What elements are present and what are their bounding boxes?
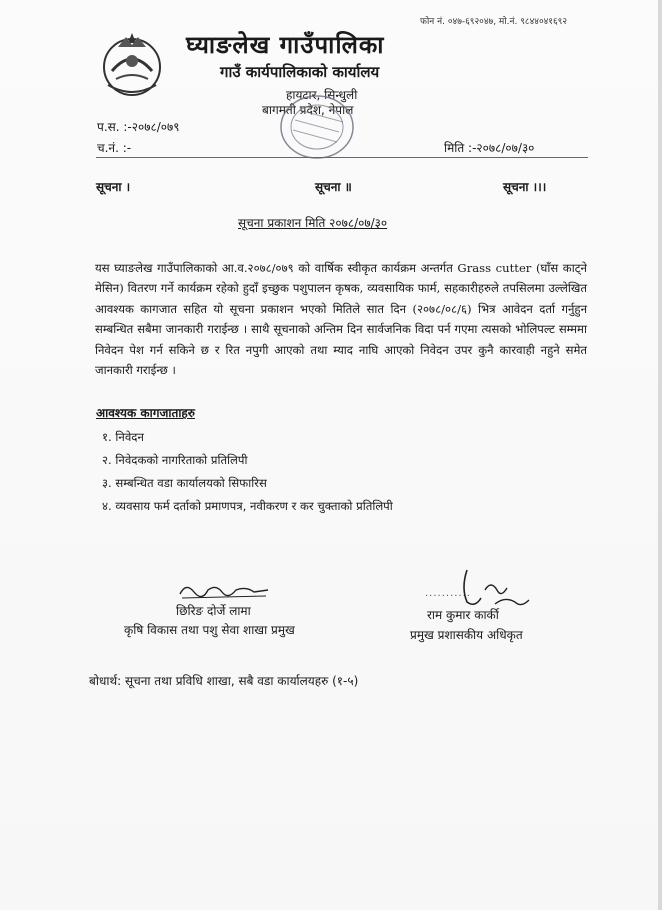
notice-heading-1: सूचना । <box>96 180 131 194</box>
signature-dotted-line: ........... <box>425 588 471 599</box>
address-line-2: बागमती प्रदेश, नेपाल <box>262 103 354 117</box>
requirement-item: १. निवेदन <box>102 430 144 444</box>
notice-heading-2: सूचना ॥ <box>315 180 352 194</box>
office-name: गाउँ कार्यपालिकाको कार्यालय <box>220 63 380 81</box>
header-divider <box>96 157 588 158</box>
government-emblem-icon <box>96 27 168 99</box>
municipality-title: घ्याङलेख गाउँपालिका <box>186 31 385 59</box>
left-signature-icon <box>176 578 272 602</box>
right-signatory-name: राम कुमार कार्की <box>427 608 499 622</box>
requirement-item: ४. व्यवसाय फर्म दर्ताको प्रमाणपत्र, नवीकरण र कर चुक्ताको प्रतिलिपी <box>102 499 393 513</box>
dispatch-number: च.नं. :- <box>97 141 132 155</box>
requirement-item: ३. सम्बन्धित वडा कार्यालयको सिफारिस <box>102 476 267 490</box>
page-edge-shadow <box>658 0 662 910</box>
notice-heading-3: सूचना ।।। <box>503 180 547 194</box>
office-stamp-icon <box>277 92 357 162</box>
left-signatory-name: छिरिङ दोर्जे लामा <box>176 604 251 618</box>
letter-date: मिति :-२०७८/०७/३० <box>444 141 535 155</box>
requirement-item: २. निवेदकको नागरिताको प्रतिलिपी <box>102 453 248 467</box>
contact-number: फोन नं. ०४७-६९२०४७, मो.नं. ९८४४०४१६९२ <box>420 17 568 27</box>
reference-number: प.स. :-२०७८/०७९ <box>97 120 180 134</box>
right-signatory-post: प्रमुख प्रशासकीय अधिकृत <box>410 628 523 642</box>
publication-date: सूचना प्रकाशन मिति २०७८/०७/३० <box>238 216 388 230</box>
requirements-list <box>102 426 393 518</box>
left-signatory-post: कृषि विकास तथा पशु सेवा शाखा प्रमुख <box>124 623 295 637</box>
address-line-1: हायटार, सिन्धुली <box>286 88 358 102</box>
notice-body-paragraph: यस घ्याङलेख गाउँपालिकाको आ.व.२०७८/०७९ को वार्षिक स्वीकृत कार्यक्रम अन्तर्गत Grass cutter (घाँस काट्ने मेसिन) वितरण गर्ने कार्यक्रम रहेको हुदाँ इच्छुक पशुपालन कृषक, व्यवसायिक फार्म, सहकारीहरुले तपसिलमा उल्लेखित आवश्यक कागजात सहित यो सूचना प्रकाशन भएको मितिले सात दिन (२०७८/०८/६) भित्र आवेदन दर्ता गर्नुहुन सम्बन्धित सबैमा जानकारी गराईन्छ । साथै सूचनाको अन्तिम दिन सार्वजनिक विदा पर्न गएमा त्यसको भोलिपल्ट सम्ममा निवेदन पेश गर्न सकिने छ र रित नपुगी आएको तथा म्याद नाघि आएको निवेदन उपर कुनै कारवाही नहुने समेत जानकारी गराईन्छ । <box>95 260 587 378</box>
requirements-title: आवश्यक कागजाताहरु <box>96 406 195 420</box>
carbon-copy-line: बोधार्थ: सूचना तथा प्रविधि शाखा, सबै वडा कार्यालयहरु (१-५) <box>89 674 359 688</box>
